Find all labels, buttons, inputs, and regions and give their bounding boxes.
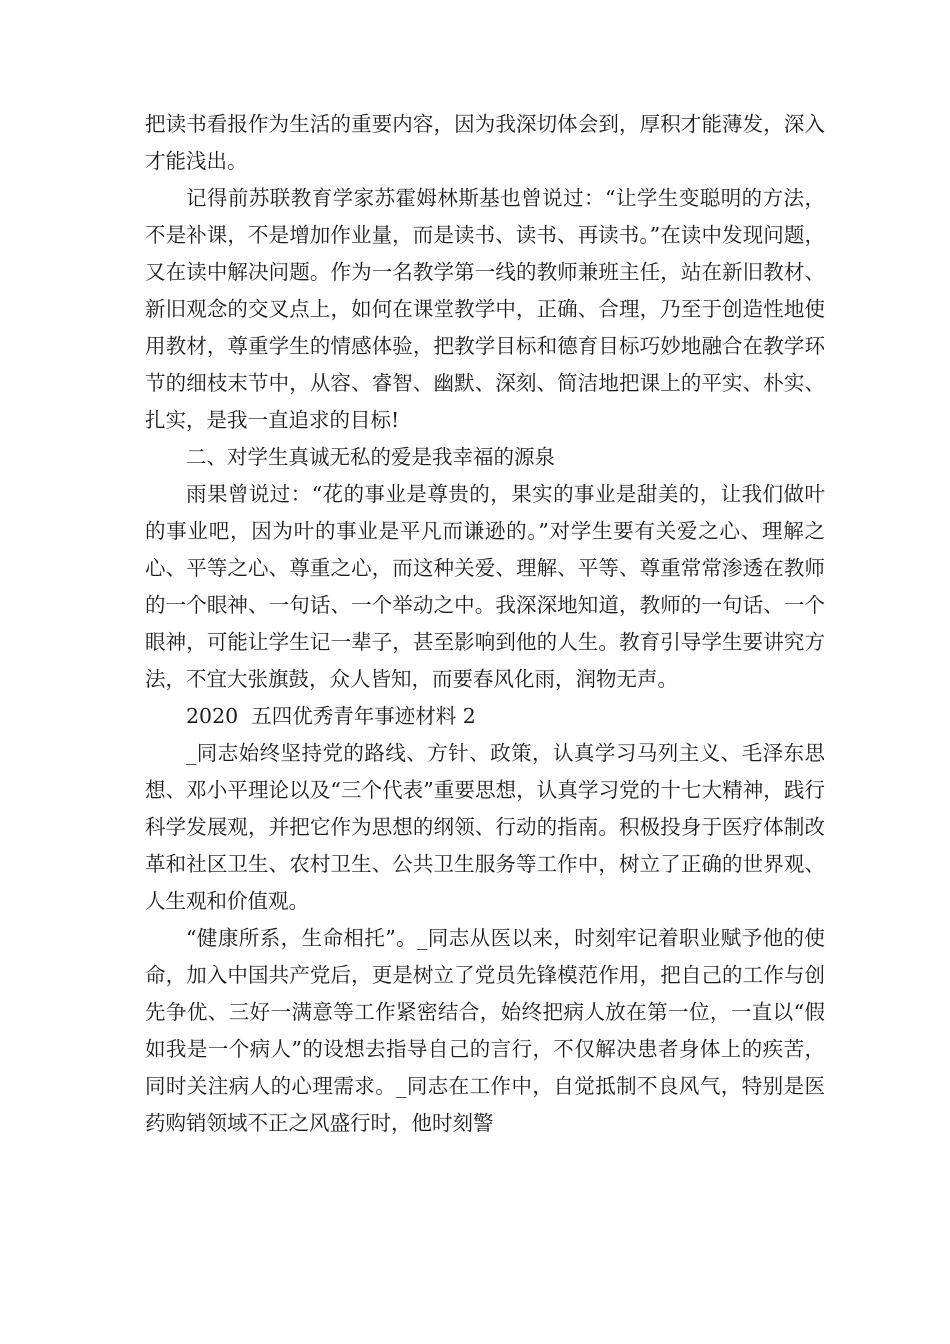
paragraph-reading-habit: 把读书看报作为生活的重要内容，因为我深切体会到，厚积才能薄发，深入才能浅出。 [145, 112, 825, 173]
paragraph-hugo-quote: 雨果曾说过：“花的事业是尊贵的，果实的事业是甜美的，让我们做叶的事业吧，因为叶的事业是平凡而谦逊的。”对学生要有关爱之心、理解之心、平等之心、尊重之心，而这种关爱、理解、平等、尊重常常渗透在教师的一个眼神、一句话、一个举动之中。我深深地知道，教师的一句话、一个眼神，可能让学生记一辈子，甚至影响到他的人生。教育引导学生要讲究方法，不宜大张旗鼓，众人皆知，而要春风化雨，润物无声。 [145, 482, 825, 691]
paragraph-health-and-life: “健康所系，生命相托”。_同志从医以来，时刻牢记着职业赋予他的使命，加入中国共产党后，更是树立了党员先锋模范作用，把自己的工作与创先争优、三好一满意等工作紧密结合，始终把病人放在第一位，一直以“假如我是一个病人”的设想去指导自己的言行，不仅解决患者身体上的疾苦，同时关注病人的心理需求。_同志在工作中，自觉抵制不良风气，特别是医药购销领域不正之风盛行时，他时刻警 [145, 926, 825, 1135]
document-body [145, 106, 825, 1142]
section-title-material-2: 2020 五四优秀青年事迹材料 2 [186, 704, 476, 728]
section-heading-love-for-students: 二、对学生真诚无私的爱是我幸福的源泉 [186, 445, 555, 469]
paragraph-party-line: _同志始终坚持党的路线、方针、政策，认真学习马列主义、毛泽东思想、邓小平理论以及“三个代表”重要思想，认真学习党的十七大精神，践行科学发展观，并把它作为思想的纲领、行动的指南。积极投身于医疗体制改革和社区卫生、农村卫生、公共卫生服务等工作中，树立了正确的世界观、人生观和价值观。 [145, 741, 825, 913]
paragraph-sukhomlinsky-quote: 记得前苏联教育学家苏霍姆林斯基也曾说过：“让学生变聪明的方法，不是补课，不是增加作业量，而是读书、读书、再读书。”在读中发现问题，又在读中解决问题。作为一名教学第一线的教师兼班主任，站在新旧教材、新旧观念的交叉点上，如何在课堂教学中，正确、合理，乃至于创造性地使用教材，尊重学生的情感体验，把教学目标和德育目标巧妙地融合在教学环节的细枝末节中，从容、睿智、幽默、深刻、简洁地把课上的平实、朴实、扎实，是我一直追求的目标! [145, 186, 825, 432]
